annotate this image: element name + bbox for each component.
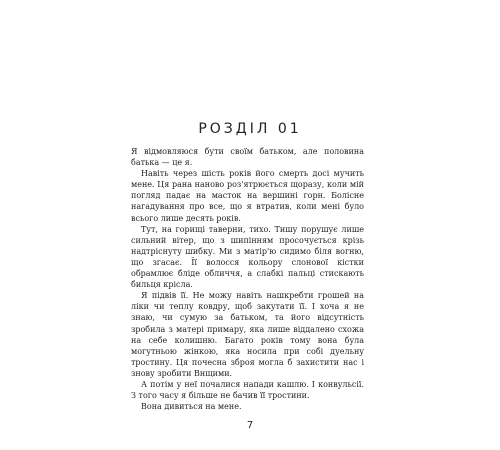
body-text bbox=[131, 146, 364, 412]
chapter-title: РОЗДІЛ 01 bbox=[198, 121, 302, 137]
paragraph: Навіть через шість років його смерть досі мучить мене. Ця рана наново роз'ятрюється щоразу, коли мій погляд падає на масток на вершині горн. Болісне нагадування про все, що я втратив, коли мені було всього лише десять років. bbox=[131, 169, 364, 223]
page-number: 7 bbox=[246, 420, 254, 431]
paragraph: Тут, на горищі таверни, тихо. Тишу порушує лише сильний вітер, що з шипінням просочується крізь надтріснуту шибку. Ми з матір'ю сидимо біля вогню, що згасає. Її волосся кольору слонової кістки обрамлює бліде обличчя, а слабкі пальці стискають бильця крісла. bbox=[131, 224, 364, 290]
paragraph: Вона дивиться на мене. bbox=[141, 402, 242, 412]
paragraph: Я підвів її. Не можу навіть нашкребти грошей на ліки чи теплу ковдру, щоб закутати її. І хоча я не знаю, чи сумую за батьком, та його відсутність зробила з матері примару, яка лише віддалено схожа на себе колишню. Багато років тому вона була могутньою жінкою, яка носила при собі дуельну тростину. Ця почесна зброя могла б захистити нас і знову зробити Внщими. bbox=[131, 291, 364, 378]
paragraph: А потім у неї почалися напади кашлю. І конвульсії. З того часу я більше не бачив її тростини. bbox=[131, 379, 364, 401]
paragraph: Я відмовляюся бути своїм батьком, але половина батька — це я. bbox=[131, 147, 364, 168]
